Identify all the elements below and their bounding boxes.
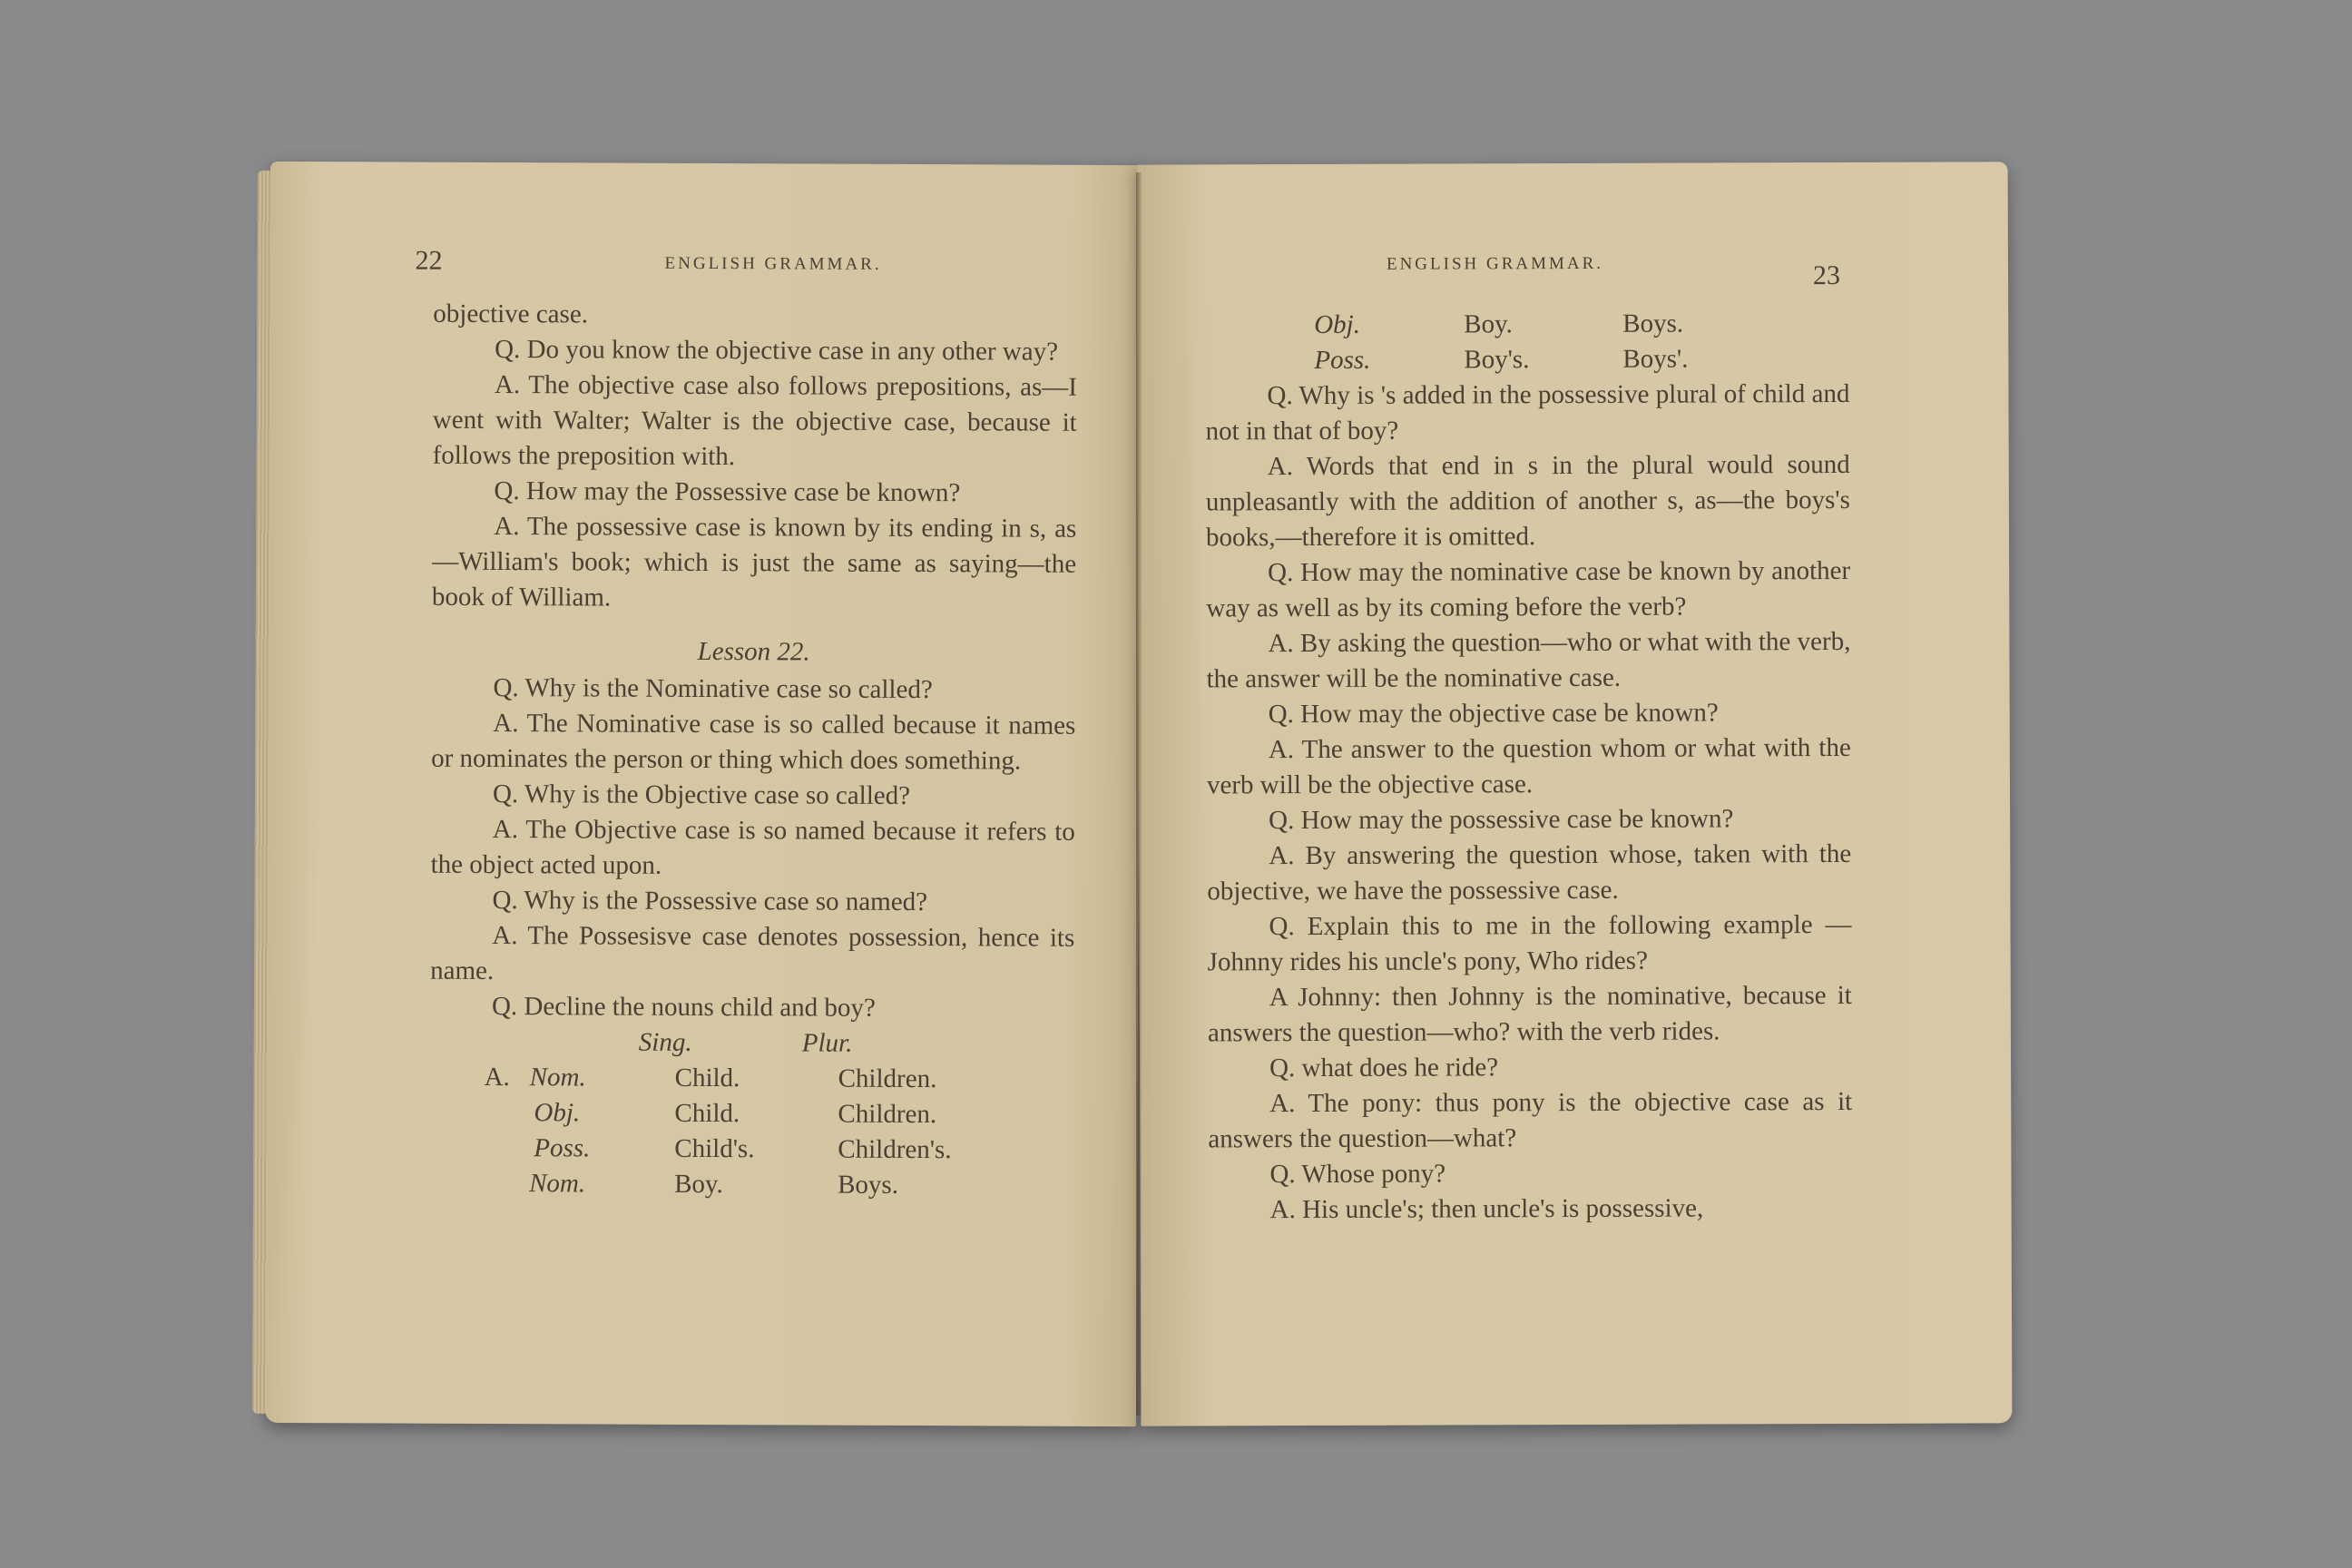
singular-form: Child's. bbox=[674, 1133, 755, 1164]
singular-form: Child. bbox=[674, 1098, 740, 1129]
page-number: 22 bbox=[415, 245, 443, 276]
paragraph: A. The Possesisve case denotes possession, hence its name. bbox=[430, 920, 1075, 985]
page-edge bbox=[252, 171, 272, 1414]
book-gutter bbox=[1136, 172, 1142, 1416]
case-label: Nom. bbox=[529, 1169, 586, 1199]
paragraph: Q. How may the objective case be known? bbox=[1268, 698, 1719, 730]
right-page bbox=[1137, 162, 2013, 1426]
declension-row bbox=[429, 1131, 1073, 1169]
case-label: Obj. bbox=[1314, 309, 1360, 339]
left-page bbox=[265, 162, 1142, 1426]
paragraph: Q. Explain this to me in the following example —Johnny rides his uncle's pony, Who rides? bbox=[1207, 909, 1852, 977]
paragraph: A. The objective case also follows prepositions, as—I went with Walter; Walter is the objective case, because it follows the preposition with. bbox=[432, 369, 1078, 472]
case-label: Obj. bbox=[534, 1098, 581, 1128]
case-label: Poss. bbox=[534, 1133, 591, 1163]
singular-form: Boy's. bbox=[1464, 345, 1530, 375]
paragraph: A. By asking the question—who or what with the verb, the answer will be the nominative case. bbox=[1206, 626, 1851, 694]
paragraph: A. The Objective case is so named because it refers to the object acted upon. bbox=[430, 814, 1075, 880]
paragraph: Q. Decline the nouns child and boy? bbox=[491, 991, 876, 1023]
plural-heading: Plur. bbox=[801, 1028, 853, 1058]
plural-form: Children's. bbox=[838, 1134, 952, 1165]
running-header: ENGLISH GRAMMAR. bbox=[664, 253, 882, 274]
declension-row bbox=[429, 1095, 1073, 1133]
singular-form: Boy. bbox=[1464, 309, 1513, 339]
left-page-text bbox=[429, 297, 1077, 1204]
paragraph: A. The answer to the question whom or what with the verb will be the objective case. bbox=[1206, 732, 1851, 800]
paragraph: Q. Why is the Possessive case so named? bbox=[492, 885, 928, 917]
paragraph: Q. Why is 's added in the possessive plural of child and not in that of boy? bbox=[1205, 378, 1850, 446]
paragraph: Q. Why is the Nominative case so called? bbox=[493, 672, 933, 705]
case-label: Poss. bbox=[1314, 345, 1371, 375]
singular-form: Child. bbox=[674, 1063, 740, 1093]
plural-form: Boys. bbox=[1622, 309, 1684, 338]
declension-row bbox=[1205, 341, 1849, 378]
paragraph: Q. Do you know the objective case in any other way? bbox=[495, 334, 1059, 367]
plural-form: Boys'. bbox=[1622, 344, 1689, 374]
paragraph: Q. How may the possessive case be known? bbox=[1269, 804, 1734, 836]
page-number: 23 bbox=[1812, 260, 1841, 291]
declension-header bbox=[430, 1024, 1074, 1063]
declension-row bbox=[430, 1060, 1074, 1098]
plural-form: Boys. bbox=[838, 1170, 899, 1200]
plural-form: Children. bbox=[838, 1063, 937, 1094]
paragraph: A. By answering the question whose, taken with the objective, we have the possessive case. bbox=[1207, 838, 1852, 906]
open-book bbox=[268, 163, 2010, 1425]
paragraph: objective case. bbox=[433, 299, 589, 329]
paragraph: Q. How may the Possessive case be known? bbox=[494, 475, 961, 508]
paragraph: A. The possessive case is known by its ending in s, as—William's book; which is just the same as saying—the book of William. bbox=[431, 511, 1077, 612]
paragraph: A. Words that end in s in the plural would sound unpleasantly with the addition of another s, as—the boys's books,—therefore it is omitted. bbox=[1205, 449, 1850, 553]
singular-form: Boy. bbox=[674, 1169, 723, 1200]
paragraph: A. The Nominative case is so called because it names or nominates the person or thing which does something. bbox=[431, 708, 1076, 776]
declension-row bbox=[429, 1166, 1073, 1204]
lesson-heading: Lesson 22. bbox=[697, 636, 810, 667]
declension-row bbox=[1205, 306, 1849, 343]
paragraph: A Johnny: then Johnny is the nominative, because it answers the question—who? with the verb rides. bbox=[1207, 980, 1852, 1048]
case-label: Nom. bbox=[529, 1063, 586, 1093]
answer-prefix: A. bbox=[484, 1062, 510, 1093]
right-page-text bbox=[1205, 306, 1853, 1228]
paragraph: Q. Why is the Objective case so called? bbox=[492, 779, 911, 810]
paragraph: Q. How may the nominative case be known by another way as well as by its coming before the verb? bbox=[1206, 555, 1851, 623]
paragraph: Q. Whose pony? bbox=[1269, 1159, 1446, 1190]
singular-heading: Sing. bbox=[638, 1027, 692, 1057]
running-header: ENGLISH GRAMMAR. bbox=[1386, 253, 1604, 274]
paragraph: Q. what does he ride? bbox=[1269, 1053, 1499, 1083]
plural-form: Children. bbox=[838, 1099, 937, 1130]
paragraph: A. The pony: thus pony is the objective case as it answers the question—what? bbox=[1208, 1086, 1853, 1154]
paragraph: A. His uncle's; then uncle's is possessive, bbox=[1269, 1193, 1704, 1225]
